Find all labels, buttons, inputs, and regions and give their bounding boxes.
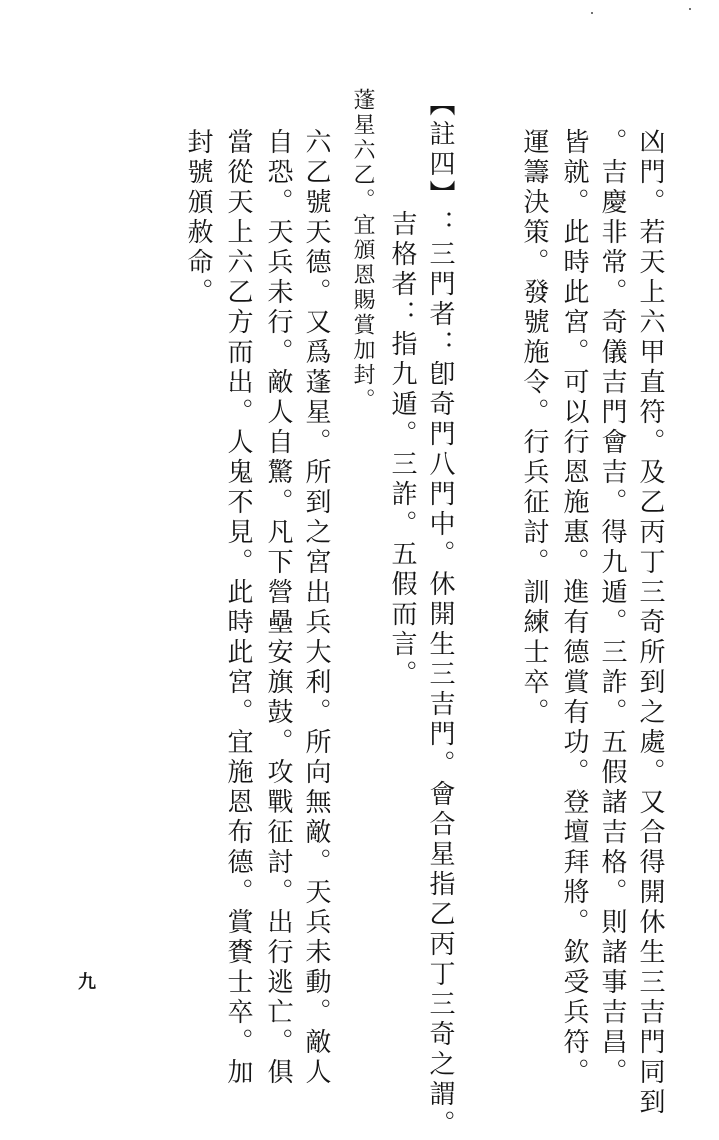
scan-speck [591, 12, 593, 14]
text-column-2: 。吉慶非常。奇儀吉門會吉。得九遁。三詐。五假諸吉格。則諸事吉昌。 [597, 128, 627, 1088]
page-number: 九 [78, 972, 96, 993]
text-column-3: 皆就。此時此宮。可以行恩施惠。進有德賞有功。登壇拜將。欽受兵符。 [559, 128, 589, 1088]
text-column-11: 封號頒赦命。 [183, 128, 213, 308]
section-heading: 蓬星六乙。宜頒恩賜賞加封。 [350, 88, 375, 413]
note-four-column: 【註四】：三門者：卽奇門八門中。休開生三吉門。會合星指乙丙丁三奇之謂。 [425, 90, 455, 1140]
text-column-9: 自恐。天兵未行。敵人自驚。凡下營壘安旗鼓。攻戰征討。出行逃亡。俱 [263, 128, 293, 1088]
note-four-continuation: 吉格者：指九遁。三詐。五假而言。 [387, 210, 417, 690]
text-column-1: 凶門。若天上六甲直符。及乙丙丁三奇所到之處。又合得開休生三吉門同到 [635, 128, 665, 1118]
text-column-8: 六乙號天德。又爲蓬星。所到之宮出兵大利。所向無敵。天兵未動。敵人 [301, 128, 331, 1088]
text-column-4: 運籌決策。發號施令。行兵征討。訓練士卒。 [519, 128, 549, 728]
scan-speck [689, 8, 691, 10]
text-column-10: 當從天上六乙方而出。人鬼不見。此時此宮。宜施恩布德。賞賚士卒。加 [223, 128, 253, 1088]
